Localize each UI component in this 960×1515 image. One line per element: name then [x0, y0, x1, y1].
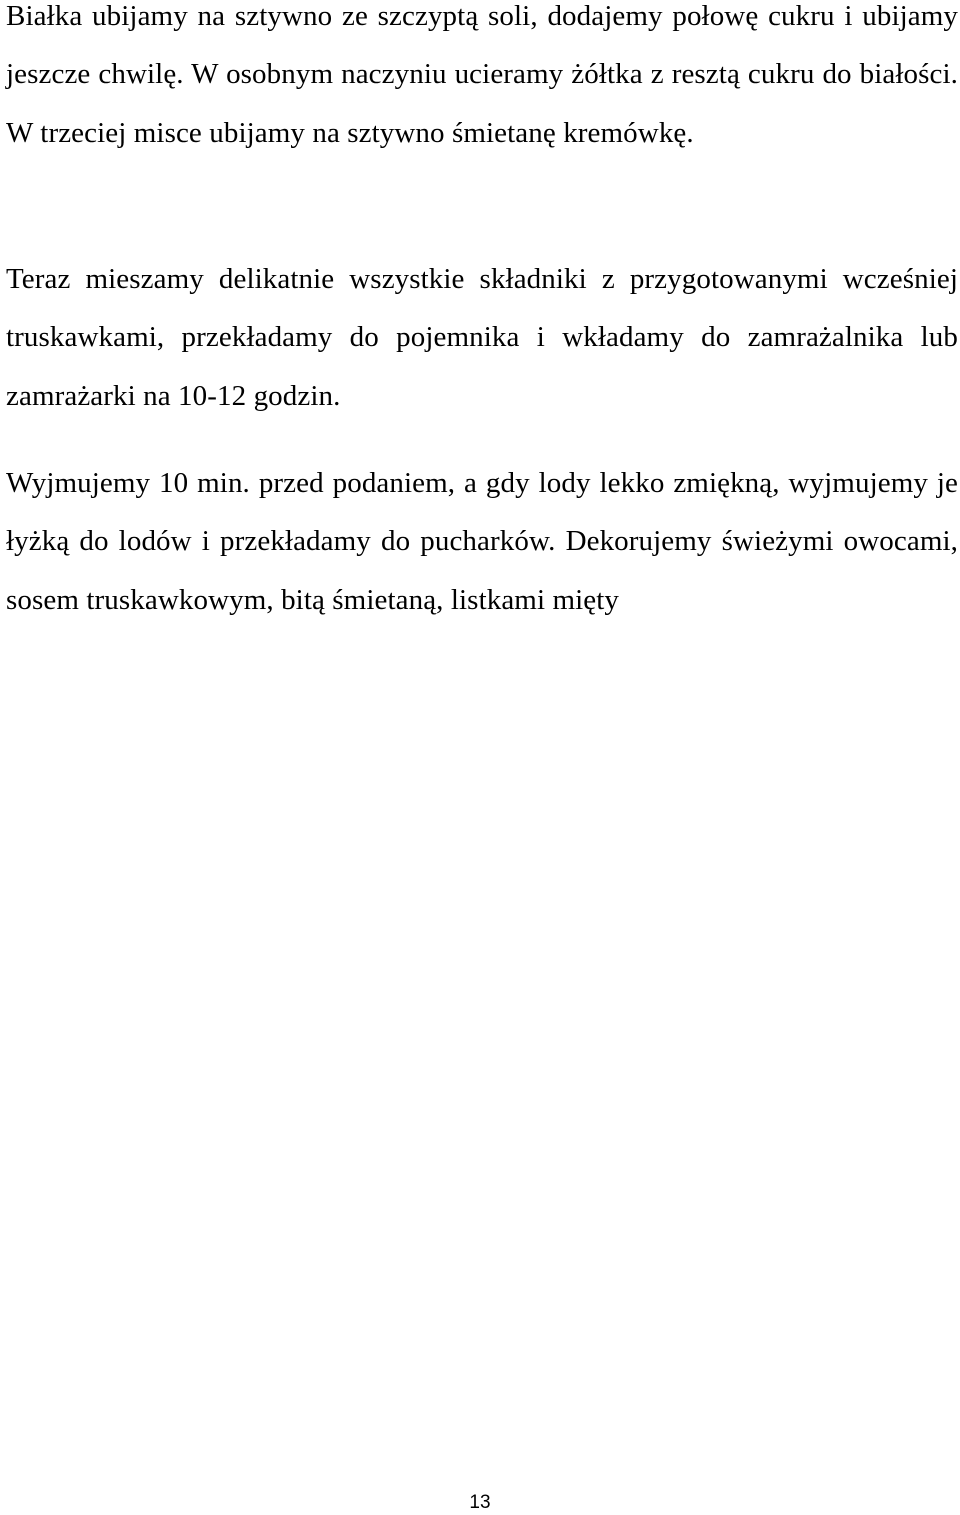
- page-number: 13: [469, 1492, 491, 1513]
- paragraph-mixing: Teraz mieszamy delikatnie wszystkie składniki z przygotowanymi wcześniej truskawkami, przekładamy do pojemnika i wkładamy do zamrażalnika lub zamrażarki na 10-12 godzin.: [6, 263, 958, 412]
- paragraph-serving: Wyjmujemy 10 min. przed podaniem, a gdy lody lekko zmiękną, wyjmujemy je łyżką do lodów i przekładamy do pucharków. Dekorujemy świeżymi owocami, sosem truskawkowym, bitą śmietaną, listkami mięty: [6, 467, 958, 616]
- paragraph-whipping: Białka ubijamy na sztywno ze szczyptą soli, dodajemy połowę cukru i ubijamy jeszcze chwilę. W osobnym naczyniu ucieramy żółtka z resztą cukru do białości. W trzeciej misce ubijamy na sztywno śmietanę kremówkę.: [6, 0, 958, 149]
